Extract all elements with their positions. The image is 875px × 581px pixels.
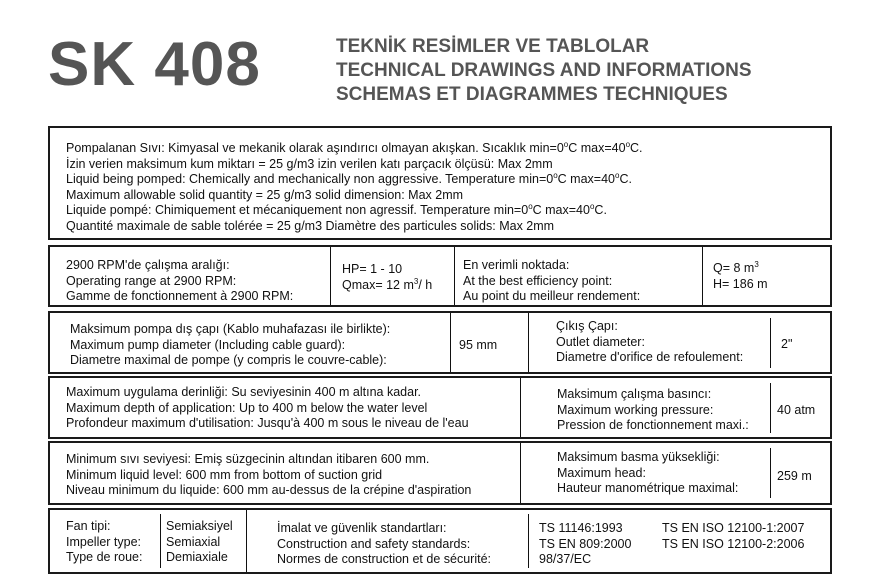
max-depth-tr: Maximum uygulama derinliği: Su seviyesinin 400 m altına kadar. xyxy=(66,385,422,399)
qmax-value: Qmax= 12 $m^3/$ h xyxy=(342,276,433,292)
title-turkish: TEKNİK RESİMLER VE TABLOLAR xyxy=(336,36,650,57)
max-pressure-tr: Maksimum çalışma basıncı: xyxy=(557,387,712,401)
max-pressure-fr: Pression de fonctionnement maxi.: xyxy=(557,418,749,432)
diameter-section xyxy=(48,311,832,374)
impeller-value-tr: Semiaksiyel xyxy=(166,519,233,533)
max-pressure-value: 40 atm xyxy=(777,403,816,417)
liquid-section xyxy=(48,126,832,240)
standards-section xyxy=(48,508,832,574)
max-head-value: 259 m xyxy=(777,469,812,483)
impeller-value-fr: Demiaxiale xyxy=(166,550,228,564)
pump-diameter-fr: Diametre maximal de pompe (y compris le couvre-cable): xyxy=(70,353,387,367)
outlet-diameter-tr: Çıkış Çapı: xyxy=(556,319,618,333)
standards-label-en: Construction and safety standards: xyxy=(277,536,471,551)
divider xyxy=(450,313,451,372)
liquid-text-en2: Maximum allowable solid quantity = 25 g/m3 solid dimension: Max 2mm xyxy=(66,187,464,202)
divider xyxy=(520,378,521,437)
outlet-diameter-value: 2" xyxy=(781,337,793,351)
rpm-label-en: Operating range at 2900 RPM: xyxy=(66,273,237,288)
divider xyxy=(330,247,331,305)
divider xyxy=(770,448,771,498)
liquid-text-tr2: İzin verien maksimum kum miktarı = 25 g/m3 izin verilen katı parçacık ölçüsü: Max 2mm xyxy=(66,156,553,171)
max-head-fr: Hauteur manométrique maximal: xyxy=(557,481,739,495)
head-value: H= 186 m xyxy=(713,276,768,291)
flow-value: Q= 8 $m^3$ xyxy=(713,259,759,275)
max-head-en: Maximum head: xyxy=(557,465,646,480)
rpm-label-tr: 2900 RPM'de çalışma aralığı: xyxy=(66,258,230,272)
outlet-diameter-en: Outlet diameter: xyxy=(556,334,645,349)
divider xyxy=(246,510,247,572)
pump-diameter-tr: Maksimum pompa dış çapı (Kablo muhafazası ile birlikte): xyxy=(70,322,391,336)
hp-value: HP= 1 - 10 xyxy=(342,262,403,276)
divider xyxy=(770,383,771,433)
efficiency-label-en: At the best efficiency point: xyxy=(463,273,613,288)
liquid-text-en1: Liquid being pomped: Chemically and mechanically non aggressive. Temperature $\min=0^oC$ $\max=40^oC$. xyxy=(66,170,632,186)
max-head-tr: Maksimum basma yüksekliği: xyxy=(557,450,720,464)
max-depth-fr: Profondeur maximum d'utilisation: Jusqu'à 400 m sous le niveau de l'eau xyxy=(66,416,469,430)
min-level-en: Minimum liquid level: 600 mm from bottom of suction grid xyxy=(66,467,383,482)
standard-98-37-ec: 98/37/EC xyxy=(539,552,592,566)
liquid-level-section xyxy=(48,441,832,505)
operating-range-section xyxy=(48,245,832,307)
divider xyxy=(702,247,703,305)
divider xyxy=(528,313,529,372)
divider xyxy=(528,514,529,568)
liquid-text-tr1: Pompalanan Sıvı: Kimyasal ve mekanik olarak aşındırıcı olmayan akışkan. Sıcaklık $\min=0^oC$ $\max=40^oC$. xyxy=(66,139,643,155)
divider xyxy=(770,318,771,368)
standards-label-fr: Normes de construction et de sécurité: xyxy=(277,552,491,566)
standard-iso-12100-1: TS EN ISO 12100-1:2007 xyxy=(662,521,805,535)
depth-section xyxy=(48,376,832,439)
max-depth-en: Maximum depth of application: Up to 400 m below the water level xyxy=(66,400,428,415)
standard-ts-en-809: TS EN 809:2000 xyxy=(539,536,632,551)
divider xyxy=(160,514,161,568)
outlet-diameter-fr: Diametre d'orifice de refoulement: xyxy=(556,350,744,364)
efficiency-label-tr: En verimli noktada: xyxy=(463,258,570,272)
min-level-tr: Minimum sıvı seviyesi: Emiş süzgecinin altından itibaren 600 mm. xyxy=(66,452,430,466)
impeller-type-en: Impeller type: xyxy=(66,534,142,549)
title-english: TECHNICAL DRAWINGS AND INFORMATIONS xyxy=(336,60,752,81)
model-title: SK 408 xyxy=(48,30,261,99)
divider xyxy=(520,443,521,503)
liquid-text-fr2: Quantité maximale de sable tolérée = 25 g/m3 Diamètre des particules solids: Max 2mm xyxy=(66,218,555,233)
impeller-type-tr: Fan tipi: xyxy=(66,519,111,533)
efficiency-label-fr: Au point du meilleur rendement: xyxy=(463,289,641,303)
impeller-value-en: Semiaxial xyxy=(166,534,221,549)
standards-label-tr: İmalat ve güvenlik standartları: xyxy=(277,521,447,535)
divider xyxy=(454,247,455,305)
pump-diameter-value: 95 mm xyxy=(459,338,498,352)
rpm-label-fr: Gamme de fonctionnement à 2900 RPM: xyxy=(66,289,294,303)
max-pressure-en: Maximum working pressure: xyxy=(557,402,714,417)
min-level-fr: Niveau minimum du liquide: 600 mm au-dessus de la crépine d'aspiration xyxy=(66,483,472,497)
standard-iso-12100-2: TS EN ISO 12100-2:2006 xyxy=(662,536,805,551)
pump-diameter-en: Maximum pump diameter (Including cable guard): xyxy=(70,337,346,352)
liquid-text-fr1: Liquide pompé: Chimiquement et mécaniquement non agressif. Temperature $\min=0^oC$ $\max=40^oC$. xyxy=(66,201,607,217)
standard-ts-11146: TS 11146:1993 xyxy=(539,521,623,535)
impeller-type-fr: Type de roue: xyxy=(66,550,143,564)
title-french: SCHEMAS ET DIAGRAMMES TECHNIQUES xyxy=(336,84,728,105)
